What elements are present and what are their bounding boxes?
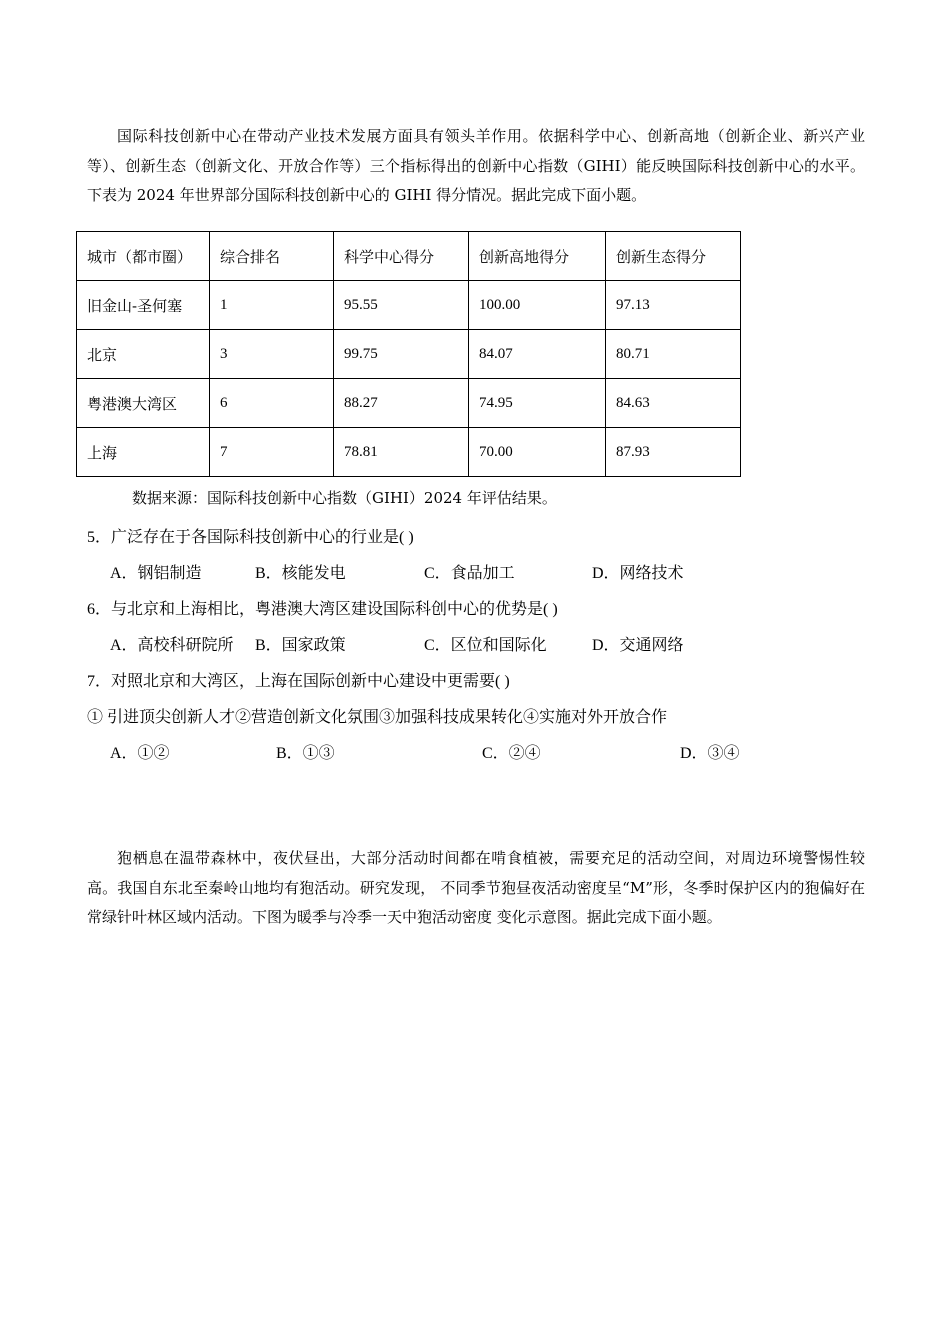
cell-science: 78.81 <box>334 428 469 477</box>
roe-deer-paragraph: 狍栖息在温带森林中，夜伏昼出，大部分活动时间都在啃食植被，需要充足的活动空间，对周边环境警惕性较高。我国自东北至秦岭山地均有狍活动。研究发现， 不同季节狍昼夜活动密度呈“M”形，冬季时保护区内的狍偏好在常绿针叶林区域内活动。下图为暖季与冷季一天中狍活动密度 变化示意图。据此完成下面小题。 <box>87 849 865 926</box>
header-rank: 综合排名 <box>210 232 334 281</box>
question-7-option-a[interactable]: A．①② <box>110 745 170 762</box>
cell-ecology: 87.93 <box>606 428 741 477</box>
cell-innovation: 84.07 <box>469 330 606 379</box>
gihi-score-table <box>76 231 741 477</box>
cell-city: 旧金山-圣何塞 <box>77 281 210 330</box>
question-7-statements: ① 引进顶尖创新人才②营造创新文化氛围③加强科技成果转化④实施对外开放合作 <box>87 709 668 726</box>
cell-ecology: 97.13 <box>606 281 741 330</box>
question-7-option-d[interactable]: D．③④ <box>680 745 740 762</box>
question-6-option-d[interactable]: D．交通网络 <box>592 637 684 654</box>
cell-rank: 6 <box>210 379 334 428</box>
question-6-option-c[interactable]: C．区位和国际化 <box>424 637 547 654</box>
cell-rank: 3 <box>210 330 334 379</box>
question-5-option-a[interactable]: A．钢铝制造 <box>110 565 202 582</box>
question-5-option-c[interactable]: C．食品加工 <box>424 565 515 582</box>
cell-science: 99.75 <box>334 330 469 379</box>
cell-city: 粤港澳大湾区 <box>77 379 210 428</box>
header-innovation: 创新高地得分 <box>469 232 606 281</box>
cell-city: 北京 <box>77 330 210 379</box>
cell-science: 95.55 <box>334 281 469 330</box>
table-header-row <box>77 232 741 281</box>
question-7-option-c[interactable]: C．②④ <box>482 745 541 762</box>
question-6-option-b[interactable]: B．国家政策 <box>255 637 346 654</box>
question-6-stem: 6．与北京和上海相比，粤港澳大湾区建设国际科创中心的优势是( ) <box>87 601 558 618</box>
header-city: 城市（都市圈） <box>77 232 210 281</box>
table-row <box>77 428 741 477</box>
cell-ecology: 84.63 <box>606 379 741 428</box>
question-7-option-b[interactable]: B．①③ <box>276 745 335 762</box>
question-5-option-b[interactable]: B．核能发电 <box>255 565 346 582</box>
header-ecology: 创新生态得分 <box>606 232 741 281</box>
question-5-stem: 5．广泛存在于各国际科技创新中心的行业是( ) <box>87 529 414 546</box>
cell-city: 上海 <box>77 428 210 477</box>
cell-rank: 7 <box>210 428 334 477</box>
intro-paragraph: 国际科技创新中心在带动产业技术发展方面具有领头羊作用。依据科学中心、创新高地（创新企业、新兴产业等）、创新生态（创新文化、开放合作等）三个指标得出的创新中心指数（GIHI）能反映国际科技创新中心的水平。下表为 2024 年世界部分国际科技创新中心的 GIHI 得分情况。据此完成下面小题。 <box>87 127 865 204</box>
question-6-option-a[interactable]: A．高校科研院所 <box>110 637 234 654</box>
header-science: 科学中心得分 <box>334 232 469 281</box>
cell-innovation: 100.00 <box>469 281 606 330</box>
table-row <box>77 281 741 330</box>
data-source-note: 数据来源：国际科技创新中心指数（GIHI）2024 年评估结果。 <box>132 489 557 507</box>
cell-ecology: 80.71 <box>606 330 741 379</box>
cell-science: 88.27 <box>334 379 469 428</box>
table-row <box>77 379 741 428</box>
question-5-option-d[interactable]: D．网络技术 <box>592 565 684 582</box>
cell-innovation: 70.00 <box>469 428 606 477</box>
question-7-stem: 7．对照北京和大湾区，上海在国际创新中心建设中更需要( ) <box>87 673 510 690</box>
cell-rank: 1 <box>210 281 334 330</box>
cell-innovation: 74.95 <box>469 379 606 428</box>
table-row <box>77 330 741 379</box>
